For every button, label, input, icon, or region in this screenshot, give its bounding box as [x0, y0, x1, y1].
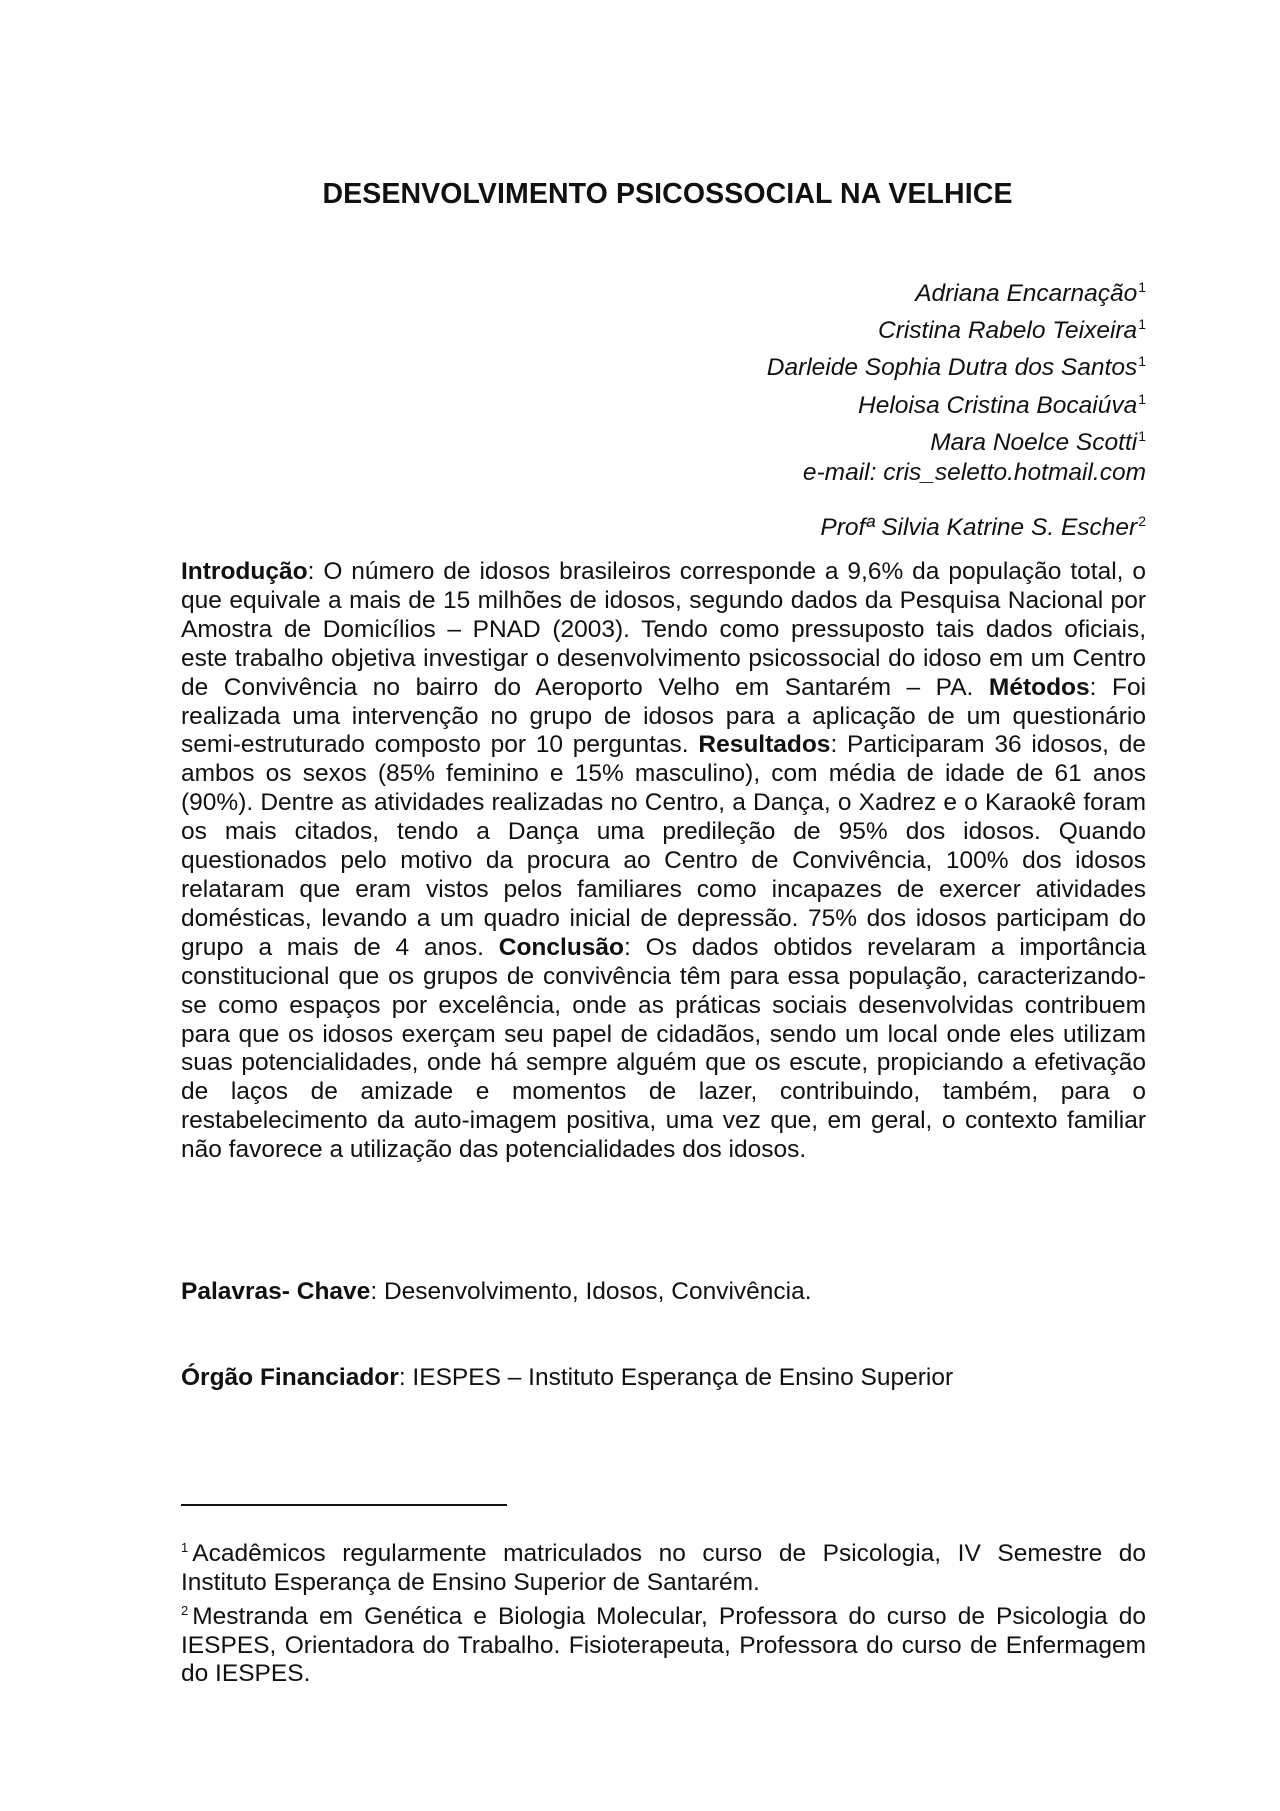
footnote-ref: 2: [1138, 513, 1146, 530]
author-line: [446, 346, 1146, 383]
author-name: Heloisa Cristina Bocaiúva: [858, 391, 1138, 419]
footnote: [181, 1597, 1146, 1689]
advisor-line: [446, 506, 1146, 543]
footnote-mark: 2: [181, 1603, 189, 1619]
footnote-ref: 1: [1138, 316, 1146, 333]
author-line: [446, 272, 1146, 309]
footnote-text: Mestranda em Genética e Biologia Molecular, Professora do curso de Psicologia do IESPES, Orientadora do Trabalho. Fisioterapeuta, Professora do curso de Enfermagem do IESPES.: [181, 1603, 1146, 1688]
author-line: [446, 309, 1146, 346]
keywords-label: Palavras- Chave: [181, 1278, 371, 1305]
author-name: Cristina Rabelo Teixeira: [878, 317, 1138, 345]
funder-label: Órgão Financiador: [181, 1364, 399, 1391]
author-name: Adriana Encarnação: [915, 280, 1138, 307]
footnote-mark: 1: [181, 1540, 189, 1555]
author-name: Darleide Sophia Dutra dos Santos: [766, 354, 1138, 382]
abstract-paragraph: [181, 558, 1146, 1165]
footnote-text: Acadêmicos regularmente matriculados no curso de Psicologia, IV Semestre do Instituto Esperança de Ensino Superior de Santarém.: [181, 1540, 1146, 1596]
results-label: Resultados: [698, 731, 831, 759]
keywords-text: : Desenvolvimento, Idosos, Convivência.: [370, 1278, 812, 1305]
intro-text: : O número de idosos brasileiros corresponde a 9,6% da população total, o que equivale a mais de 15 milhões de idosos, segundo dados da Pesquisa Nacional por Amostra de Domicílios – PNAD (2003). Tendo como pressuposto tais dados oficiais, este trabalho objetiva investigar o desenvolvimento psicossocial do idoso em um Centro de Convivência no bairro do Aeroporto Velho em Santarém – PA.: [181, 558, 1146, 701]
author-email: e-mail: cris_seletto.hotmail.com: [802, 459, 1146, 487]
footnotes: [181, 1534, 1146, 1689]
author-block: [446, 272, 1146, 543]
author-line: [446, 384, 1146, 421]
footnote-ref: 1: [1138, 353, 1146, 370]
abstract: [181, 558, 1146, 1165]
methods-text: : Foi realizada uma intervenção no grupo de idosos para a aplicação de um questionário semi-estruturado composto por 10 perguntas.: [181, 673, 1147, 759]
footnote-separator: [181, 1504, 507, 1506]
intro-label: Introdução: [181, 558, 308, 585]
funder-text: : IESPES – Instituto Esperança de Ensino Superior: [398, 1364, 954, 1391]
conclusion-label: Conclusão: [498, 933, 625, 961]
footnote-ref: 1: [1138, 279, 1146, 295]
footnote: [181, 1534, 1146, 1597]
advisor-name: Profª Silvia Katrine S. Escher: [820, 514, 1138, 542]
footnote-ref: 1: [1138, 427, 1146, 444]
results-text: : Participaram 36 idosos, de ambos os sexos (85% feminino e 15% masculino), com média de idade de 61 anos (90%). Dentre as atividades realizadas no Centro, a Dança, o Xadrez e o Karaokê foram os mais citados, tendo a Dança uma predileção de 95% dos idosos. Quando questionados pelo motivo da procura ao Centro de Convivência, 100% dos idosos relataram que eram vistos pelos familiares como incapazes de exercer atividades domésticas, levando a um quadro inicial de depressão. 75% dos idosos participam do grupo a mais de 4 anos.: [181, 731, 1146, 961]
keywords: [181, 1277, 1146, 1307]
funding-agency: [181, 1363, 1146, 1393]
author-name: Mara Noelce Scotti: [930, 428, 1138, 456]
footnote-ref: 1: [1138, 390, 1146, 407]
methods-label: Métodos: [988, 673, 1090, 701]
document-title: DESENVOLVIMENTO PSICOSSOCIAL NA VELHICE: [322, 178, 1013, 210]
author-line: [446, 421, 1146, 458]
conclusion-text: : Os dados obtidos revelaram a importância constitucional que os grupos de convivência têm para essa população, caracterizando-se como espaços por excelência, onde as práticas sociais desenvolvidas contribuem para que os idosos exerçam seu papel de cidadãos, sendo um local onde eles utilizam suas potencialidades, onde há sempre alguém que os escute, propiciando a efetivação de laços de amizade e momentos de lazer, contribuindo, também, para o restabelecimento da auto-imagem positiva, uma vez que, em geral, o contexto familiar não favorece a utilização das potencialidades dos idosos.: [181, 933, 1146, 1164]
